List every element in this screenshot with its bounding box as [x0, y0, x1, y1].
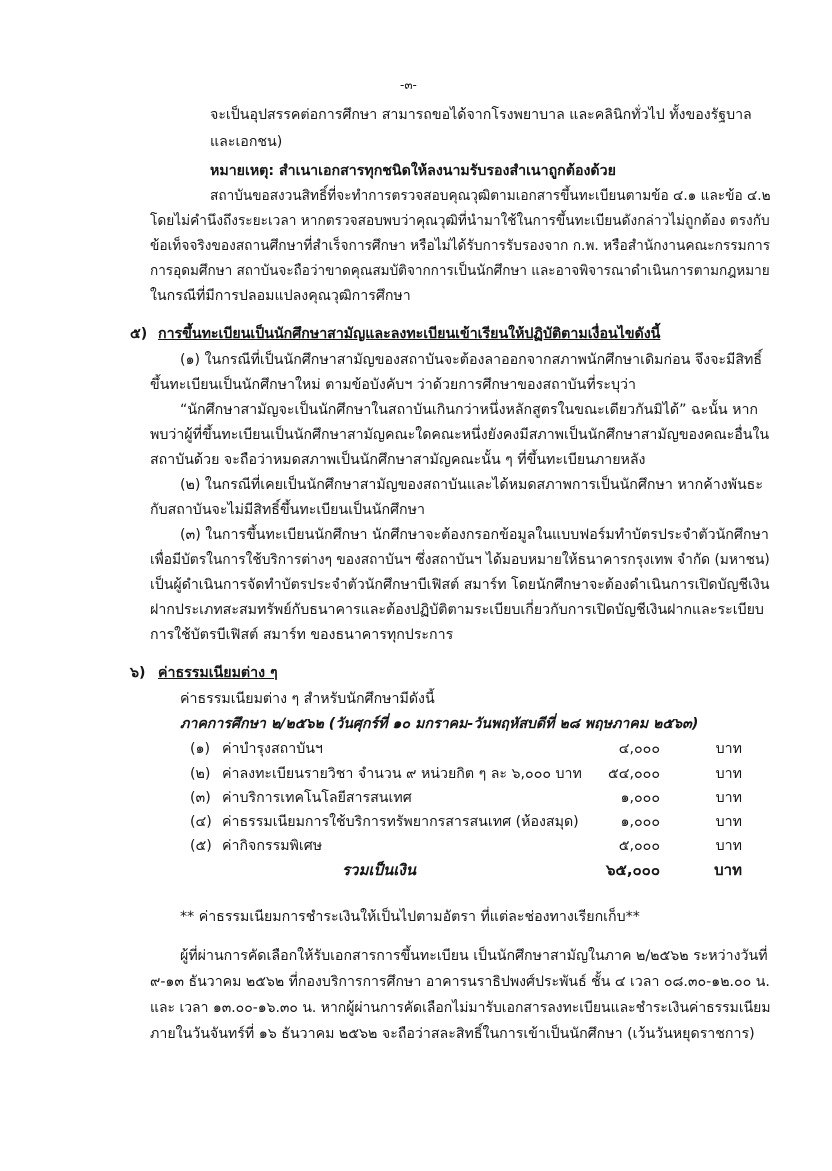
- fee-row: [190, 763, 742, 785]
- closing-line: และ เวลา ๑๓.๐๐-๑๖.๓๐ น. หากผู้ผ่านการคัดเลือกไม่มารับเอกสารลงทะเบียนและชำระเงินค่าธรรมเนียม: [150, 1000, 771, 1016]
- section5-item3-line: ฝากประเภทสะสมทรัพย์กับธนาคารและต้องปฏิบัติตามระเบียบเกี่ยวกับการเปิดบัญชีเงินฝากและระเบียบ: [150, 602, 764, 618]
- fee-row: [190, 738, 742, 760]
- closing-line: ผู้ที่ผ่านการคัดเลือกให้รับเอกสารการขึ้นทะเบียน เป็นนักศึกษาสามัญในภาค ๒/๒๕๖๒ ระหว่างวันที่: [180, 948, 768, 964]
- verification-line: ข้อเท็จจริงของสถานศึกษาที่สำเร็จการศึกษา หรือไม่ได้รับการรับรองจาก ก.พ. หรือสำนักงานคณะกรรมการ: [150, 238, 771, 254]
- fee-amount: ๑,๐๐๐: [620, 814, 660, 830]
- fee-footnote: ** ค่าธรรมเนียมการชำระเงินให้เป็นไปตามอัตรา ที่แต่ละช่องทางเรียกเก็บ**: [180, 909, 640, 925]
- closing-line: ภายในวันจันทร์ที่ ๑๖ ธันวาคม ๒๕๖๒ จะถือว่าสละสิทธิ์ในการเข้าเป็นนักศึกษา (เว้นวันหยุดราชการ): [150, 1026, 755, 1042]
- section5-item3-line: การใช้บัตรบีเฟิสต์ สมาร์ท ของธนาคารทุกประการ: [150, 627, 454, 643]
- verification-line: สถาบันขอสงวนสิทธิ์ที่จะทำการตรวจสอบคุณวุฒิตามเอกสารขึ้นทะเบียนตามข้อ ๔.๑ และข้อ ๔.๒: [210, 188, 771, 204]
- fee-amount: ๔,๐๐๐: [618, 741, 660, 757]
- fee-row: [190, 811, 742, 833]
- verification-line: การอุดมศึกษา สถาบันจะถือว่าขาดคุณสมบัติจากการเป็นนักศึกษา และอาจพิจารณาดำเนินการตามกฎหมาย: [150, 263, 770, 279]
- fee-amount: ๕๔,๐๐๐: [608, 766, 660, 782]
- verification-line: ในกรณีที่มีการปลอมแปลงคุณวุฒิการศึกษา: [150, 288, 411, 304]
- fee-unit: บาท: [715, 766, 742, 782]
- section5-quote-line: “นักศึกษาสามัญจะเป็นนักศึกษาในสถาบันเกินกว่าหนึ่งหลักสูตรในขณะเดียวกันมิได้” ฉะนั้น หาก: [180, 402, 759, 418]
- verification-line: โดยไม่คำนึงถึงระยะเวลา หากตรวจสอบพบว่าคุณวุฒิที่นำมาใช้ในการขึ้นทะเบียนดังกล่าวไม่ถูกต้อง ตรงกับ: [150, 213, 770, 229]
- section5-item3-line: เพื่อมีบัตรในการใช้บริการต่างๆ ของสถาบันฯ ซึ่งสถาบันฯ ได้มอบหมายให้ธนาคารกรุงเทพ จำกัด (มหาชน): [150, 552, 770, 568]
- fee-number: (๔): [190, 814, 212, 830]
- fee-number: (๒): [190, 766, 211, 782]
- fee-unit: บาท: [715, 814, 742, 830]
- intro-line: และเอกชน): [210, 134, 283, 150]
- fee-description: ค่ากิจกรรมพิเศษ: [222, 838, 323, 854]
- fee-row: [190, 787, 742, 809]
- fee-total-amount: ๖๕,๐๐๐: [605, 861, 660, 879]
- note-text: หมายเหตุ: สำเนาเอกสารทุกชนิดให้ลงนามรับรองสำเนาถูกต้องด้วย: [210, 163, 616, 179]
- fee-unit: บาท: [715, 790, 742, 806]
- section6-title: ค่าธรรมเนียมต่าง ๆ: [158, 665, 278, 681]
- fee-number: (๓): [190, 790, 211, 806]
- fee-row: [190, 835, 742, 857]
- fee-number: (๑): [190, 741, 211, 757]
- section5-title: การขึ้นทะเบียนเป็นนักศึกษาสามัญและลงทะเบียนเข้าเรียนให้ปฏิบัติตามเงื่อนไขดังนี้: [158, 326, 661, 342]
- intro-line: จะเป็นอุปสรรคต่อการศึกษา สามารถขอได้จากโรงพยาบาล และคลินิกทั่วไป ทั้งของรัฐบาล: [210, 107, 752, 123]
- fee-amount: ๕,๐๐๐: [618, 838, 660, 854]
- fee-description: ค่าบำรุงสถาบันฯ: [222, 741, 323, 757]
- section5-item2-line: กับสถาบันจะไม่มีสิทธิ์ขึ้นทะเบียนเป็นนักศึกษา: [150, 502, 425, 518]
- closing-line: ๙-๑๓ ธันวาคม ๒๕๖๒ ที่กองบริการการศึกษา อาคารนราธิปพงศ์ประพันธ์ ชั้น ๔ เวลา ๐๘.๓๐-๑๒.๐๐ น.: [150, 974, 770, 990]
- section5-item3-line: (๓) ในการขึ้นทะเบียนนักศึกษา นักศึกษาจะต้องกรอกข้อมูลในแบบฟอร์มทำบัตรประจำตัวนักศึกษา: [180, 527, 769, 543]
- section5-item3-line: เป็นผู้ดำเนินการจัดทำบัตรประจำตัวนักศึกษาบีเฟิสต์ สมาร์ท โดยนักศึกษาจะต้องดำเนินการเปิดบัญชีเงิน: [150, 577, 770, 593]
- section5-number: ๕): [130, 326, 148, 342]
- fee-description: ค่าธรรมเนียมการใช้บริการทรัพยากรสารสนเทศ (ห้องสมุด): [222, 814, 579, 830]
- page-number: -๓-: [400, 78, 417, 92]
- fee-total-label: รวมเป็นเงิน: [342, 861, 416, 879]
- fee-unit: บาท: [715, 838, 742, 854]
- semester-heading: ภาคการศึกษา ๒/๒๕๖๒ (วันศุกร์ที่ ๑๐ มกราคม-วันพฤหัสบดีที่ ๒๘ พฤษภาคม ๒๕๖๓): [180, 716, 699, 732]
- section5-item1-line: (๑) ในกรณีที่เป็นนักศึกษาสามัญของสถาบันจะต้องลาออกจากสภาพนักศึกษาเดิมก่อน จึงจะมีสิทธิ์: [180, 352, 763, 368]
- section5-quote-line: พบว่าผู้ที่ขึ้นทะเบียนเป็นนักศึกษาสามัญคณะใดคณะหนึ่งยังคงมีสภาพเป็นนักศึกษาสามัญของคณะอื่นใน: [150, 427, 770, 443]
- section5-quote-line: สถาบันด้วย จะถือว่าหมดสภาพเป็นนักศึกษาสามัญคณะนั้น ๆ ที่ขึ้นทะเบียนภายหลัง: [150, 452, 646, 468]
- fee-total-row: [190, 858, 742, 882]
- fee-total-unit: บาท: [714, 861, 742, 879]
- fee-amount: ๑,๐๐๐: [620, 790, 660, 806]
- section5-item1-line: ขึ้นทะเบียนเป็นนักศึกษาใหม่ ตามข้อบังคับฯ ว่าด้วยการศึกษาของสถาบันที่ระบุว่า: [150, 377, 636, 393]
- section5-item2-line: (๒) ในกรณีที่เคยเป็นนักศึกษาสามัญของสถาบันและได้หมดสภาพการเป็นนักศึกษา หากค้างพันธะ: [180, 477, 763, 493]
- fee-number: (๕): [190, 838, 212, 854]
- fee-unit: บาท: [715, 741, 742, 757]
- fee-description: ค่าลงทะเบียนรายวิชา จำนวน ๙ หน่วยกิต ๆ ละ ๖,๐๐๐ บาท: [222, 766, 582, 782]
- section6-intro: ค่าธรรมเนียมต่าง ๆ สำหรับนักศึกษามีดังนี้: [180, 691, 435, 707]
- section6-number: ๖): [130, 665, 146, 681]
- fee-description: ค่าบริการเทคโนโลยีสารสนเทศ: [222, 790, 412, 806]
